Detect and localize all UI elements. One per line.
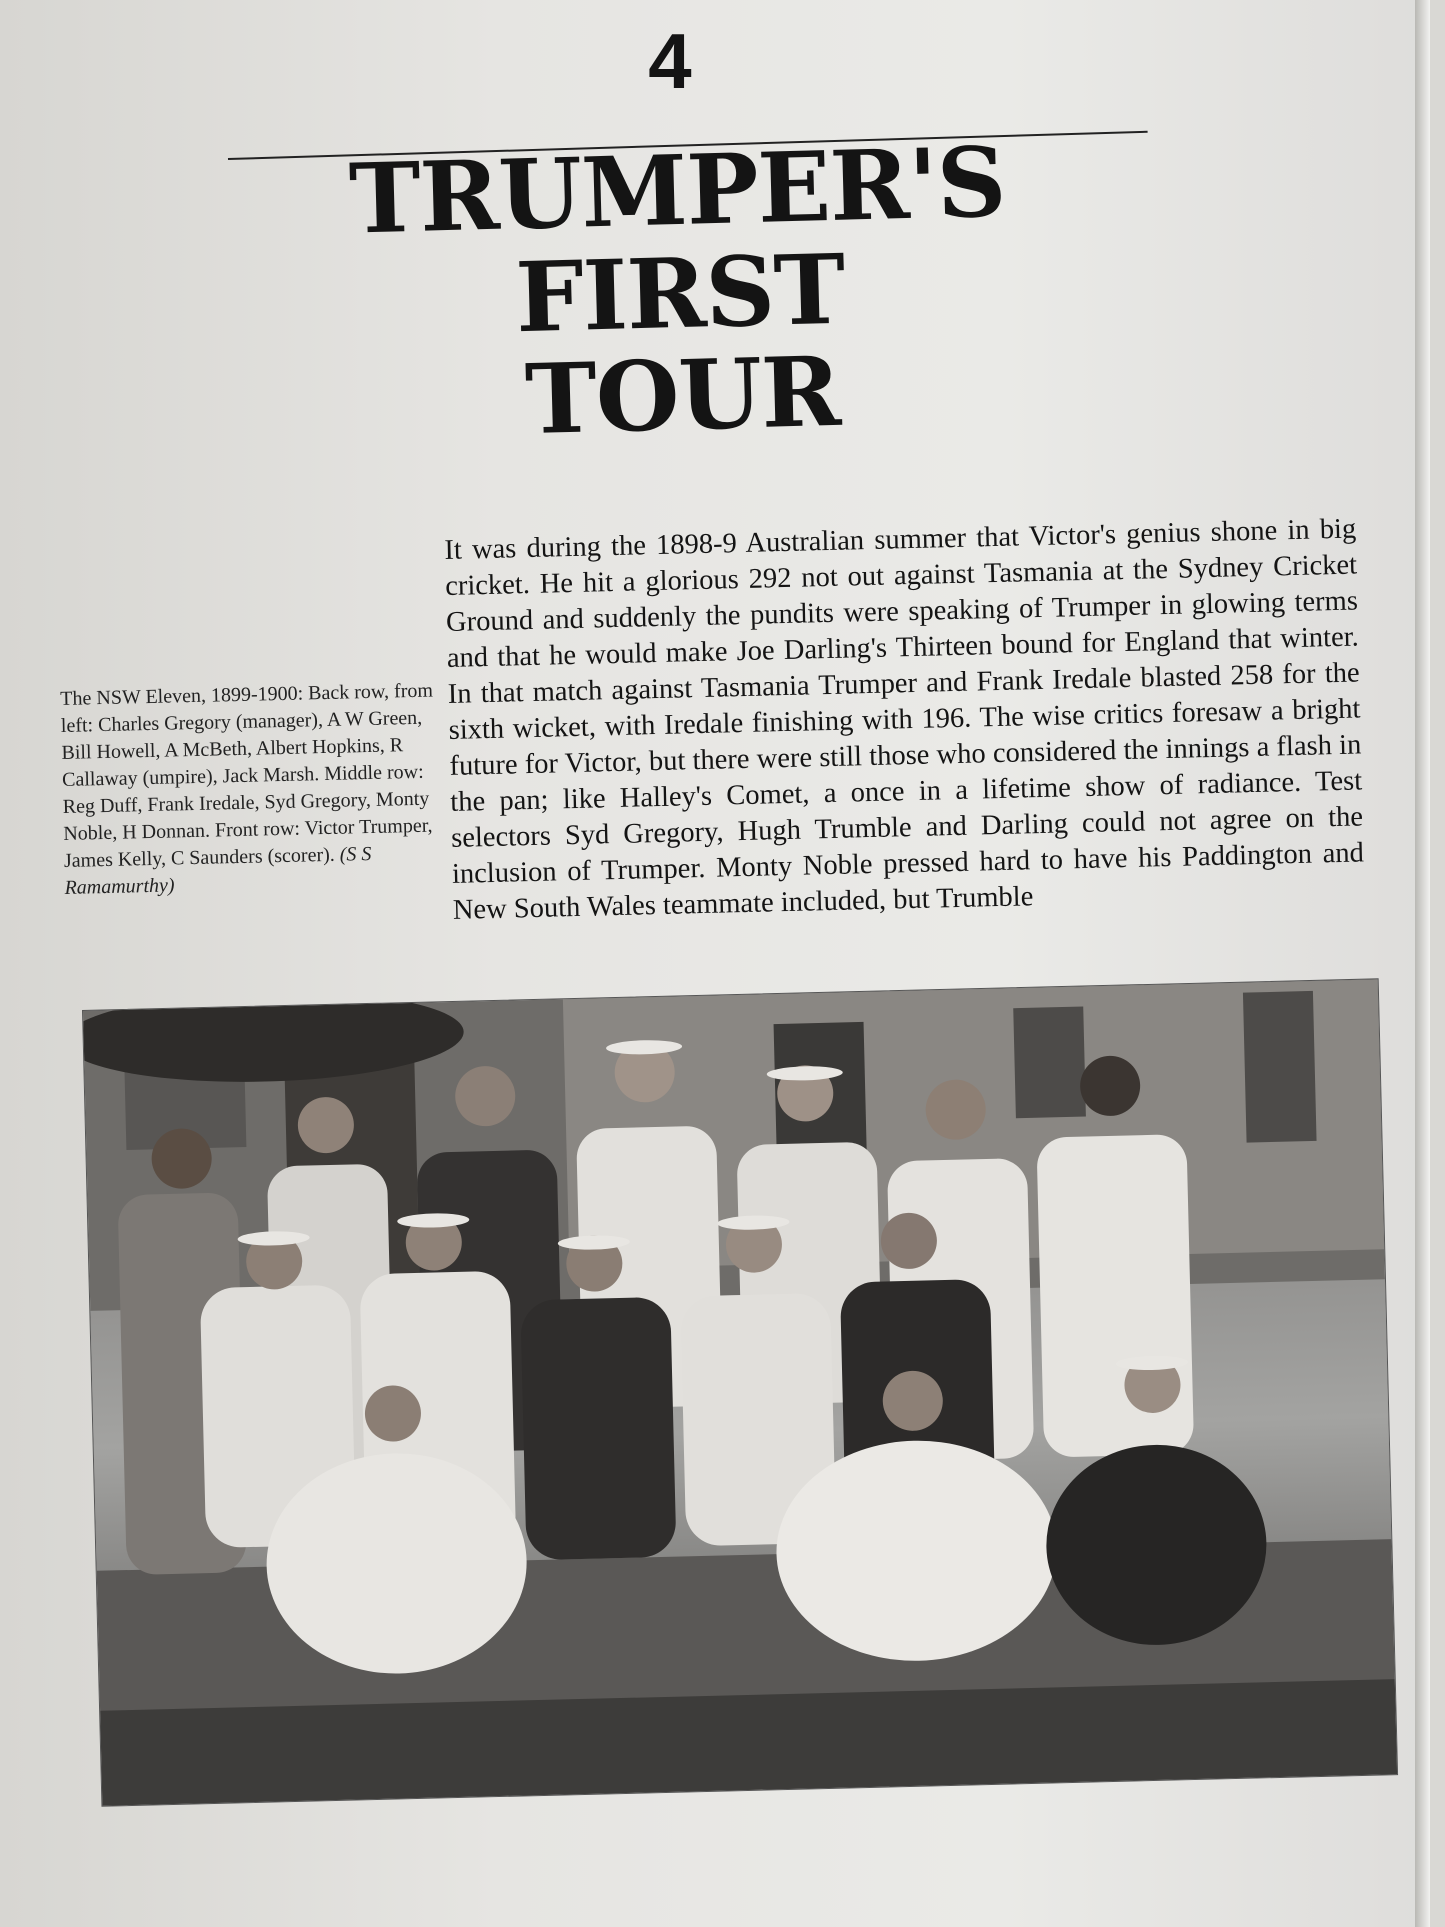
team-photo-illustration	[83, 979, 1397, 1805]
team-photograph	[82, 978, 1398, 1806]
chapter-title	[226, 125, 1134, 460]
body-paragraph: It was during the 1898-9 Australian summer that Victor's genius shone in big cricket. He hit a glorious 292 not out against Tasmania at the Sydney Cricket Ground and suddenly the pundits were speaking of Trumper in glowing terms and that he would make Joe Darling's Thirteen bound for England that winter. In that match against Tasmania Trumper and Frank Iredale blasted 258 for the sixth wicket, with Iredale finishing with 196. The wise critics foresaw a bright future for Victor, but there were still those who considered the innings a flash in the pan; like Halley's Comet, a once in a lifetime show of radiance. Test selectors Syd Gregory, Hugh Trumble and Darling could not agree on the inclusion of Trumper. Monty Noble pressed hard to have his Paddington and New South Wales teammate included, but Trumble	[444, 513, 1365, 926]
photo-caption	[60, 677, 445, 902]
chapter-title-line-1: TRUMPER'S FIRST	[347, 125, 1007, 355]
chapter-title-line-2: TOUR	[523, 335, 842, 457]
page-edge	[1415, 0, 1430, 1927]
chapter-number: 4	[648, 17, 692, 105]
caption-text: The NSW Eleven, 1899-1900: Back row, from left: Charles Gregory (manager), A W Green, Bill Howell, A McBeth, Albert Hopkins, R Callaway (umpire), Jack Marsh. Middle row: Reg Duff, Frank Iredale, Syd Gregory, Monty Noble, H Donnan. Front row: Victor Trumper, James Kelly, C Saunders (scorer).	[60, 679, 434, 872]
caption-credit: (S S Ramamurthy)	[64, 842, 372, 899]
